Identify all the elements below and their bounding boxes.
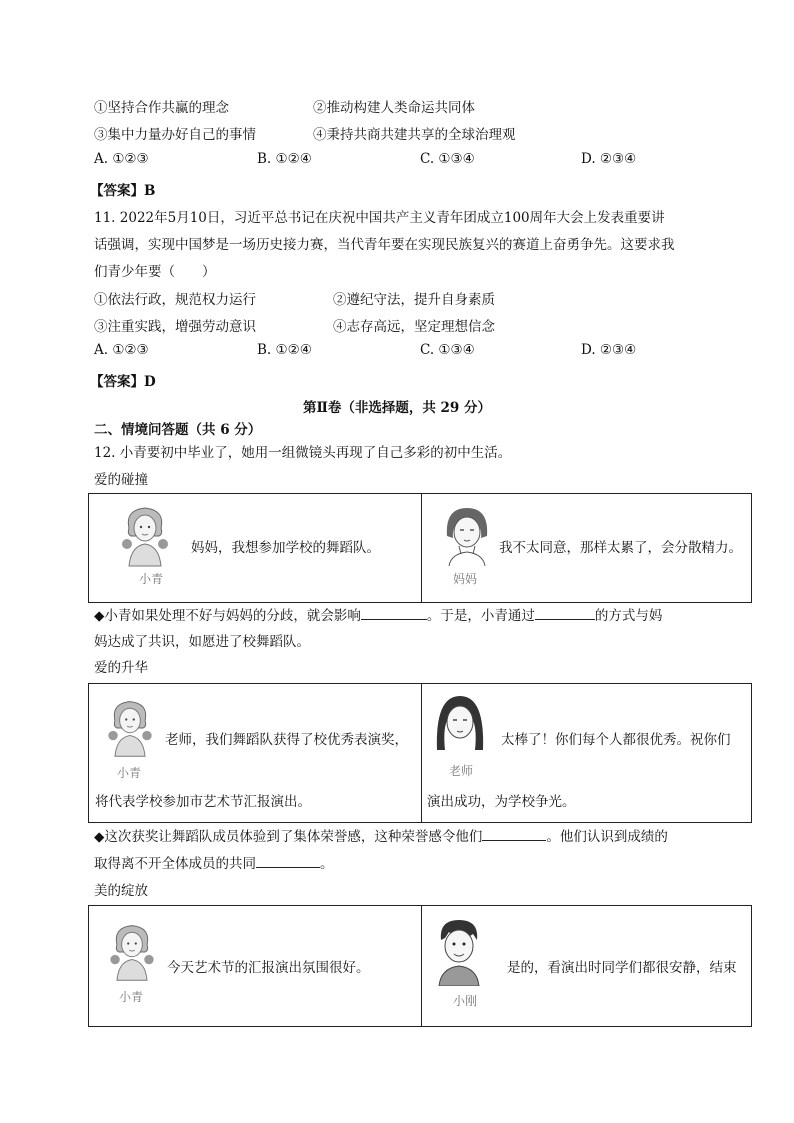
q10-option-4: ④秉持共商共建共享的全球治理观 (313, 127, 516, 143)
q11-option-1: ①依法行政，规范权力运行 (94, 292, 256, 308)
q10-option-3: ③集中力量办好自己的事情 (94, 127, 256, 143)
answer-blank-1[interactable] (361, 607, 427, 620)
q11-choice-b: B. ①②④ (257, 342, 312, 358)
scene1-question-part3: 的方式与妈 (594, 608, 663, 624)
scene2-title: 爱的升华 (94, 660, 148, 676)
scene3-right-text: 是的，看演出时同学们都很安静，结束 (507, 960, 737, 976)
scene2-question-part1: ◆这次获奖让舞蹈队成员体验到了集体荣誉感，这种荣誉感令他们 (94, 829, 483, 845)
q10-answer: 【答案】B (90, 183, 156, 199)
scene3-left-text: 今天艺术节的汇报演出氛围很好。 (167, 960, 370, 976)
scene1-question-part1: ◆小青如果处理不好与妈妈的分歧，就会影响 (94, 608, 361, 624)
boy-avatar-icon (429, 914, 489, 986)
scene3-left-caption: 小青 (119, 990, 144, 1004)
q10-option-2: ②推动构建人类命运共同体 (313, 100, 475, 116)
q11-option-3: ③注重实践，增强劳动意识 (94, 319, 256, 335)
girl-avatar-icon (101, 696, 159, 760)
scene2-left-text-2: 将代表学校参加市艺术节汇报演出。 (95, 794, 311, 810)
q11-option-4: ④志存高远，坚定理想信念 (333, 319, 495, 335)
q11-choice-c: C. ①③④ (420, 342, 475, 358)
answer-blank-4[interactable] (256, 855, 320, 868)
q10-option-1: ①坚持合作共赢的理念 (94, 100, 229, 116)
scene1-title: 爱的碰撞 (94, 472, 148, 488)
scene2-question-line2a: 取得离不开全体成员的共同 (94, 856, 256, 872)
q10-choice-a: A. ①②③ (94, 151, 149, 167)
q11-stem-line1: 11. 2022年5月10日，习近平总书记在庆祝中国共产主义青年团成立100周年大会上发表重要讲 (94, 210, 665, 226)
scene3-title: 美的绽放 (94, 883, 148, 899)
answer-blank-2[interactable] (535, 607, 595, 620)
scene3-right-caption: 小刚 (453, 994, 478, 1008)
girl-avatar-icon (103, 920, 161, 984)
q11-stem-line3: 们青少年要（ ） (94, 264, 216, 280)
q11-choice-a: A. ①②③ (94, 342, 149, 358)
answer-blank-3[interactable] (482, 828, 546, 841)
scene1-panel (88, 493, 752, 603)
teacher-avatar-icon (429, 690, 491, 762)
scene1-right-caption: 妈妈 (453, 572, 478, 586)
scene1-left-text: 妈妈，我想参加学校的舞蹈队。 (191, 540, 380, 556)
scene1-question-part2: 。于是，小青通过 (426, 608, 535, 624)
q11-option-2: ②遵纪守法，提升自身素质 (333, 292, 495, 308)
scene2-right-text-2: 演出成功，为学校争光。 (427, 794, 576, 810)
scene2-right-caption: 老师 (449, 764, 474, 778)
q11-stem-line2: 话强调，实现中国梦是一场历史接力赛，当代青年要在实现民族复兴的赛道上奋勇争先。这要求我 (94, 237, 675, 253)
scene2-left-text-1: 老师，我们舞蹈队获得了校优秀表演奖， (165, 732, 408, 748)
scene1-right-text: 我不太同意，那样太累了，会分散精力。 (499, 540, 742, 556)
scene2-question-line2b: 。 (320, 856, 334, 872)
q10-choice-d: D. ②③④ (581, 151, 637, 167)
scene1-left-caption: 小青 (139, 572, 164, 586)
scene2-panel (88, 683, 752, 823)
scene3-panel (88, 905, 752, 1027)
scene2-question-line2 (94, 852, 334, 872)
q10-choice-c: C. ①③④ (420, 151, 475, 167)
q11-answer: 【答案】D (90, 374, 156, 390)
q11-choice-d: D. ②③④ (581, 342, 637, 358)
mother-avatar-icon (437, 502, 497, 566)
scene2-left-caption: 小青 (117, 766, 142, 780)
scene1-question-line2: 妈达成了共识，如愿进了校舞蹈队。 (94, 634, 310, 650)
scene2-question-line1 (94, 825, 668, 845)
section-heading: 二、情境问答题（共 6 分） (94, 422, 262, 438)
girl-avatar-icon (115, 502, 175, 570)
volume-title: 第Ⅱ卷（非选择题，共 29 分） (302, 400, 492, 416)
scene2-question-part2: 。他们认识到成绩的 (546, 829, 668, 845)
scene1-question-line1 (94, 604, 662, 624)
q10-choice-b: B. ①②④ (257, 151, 312, 167)
scene2-right-text-1: 太棒了！你们每个人都很优秀。祝你们 (501, 732, 731, 748)
q12-intro: 12. 小青要初中毕业了，她用一组微镜头再现了自己多彩的初中生活。 (94, 445, 512, 461)
